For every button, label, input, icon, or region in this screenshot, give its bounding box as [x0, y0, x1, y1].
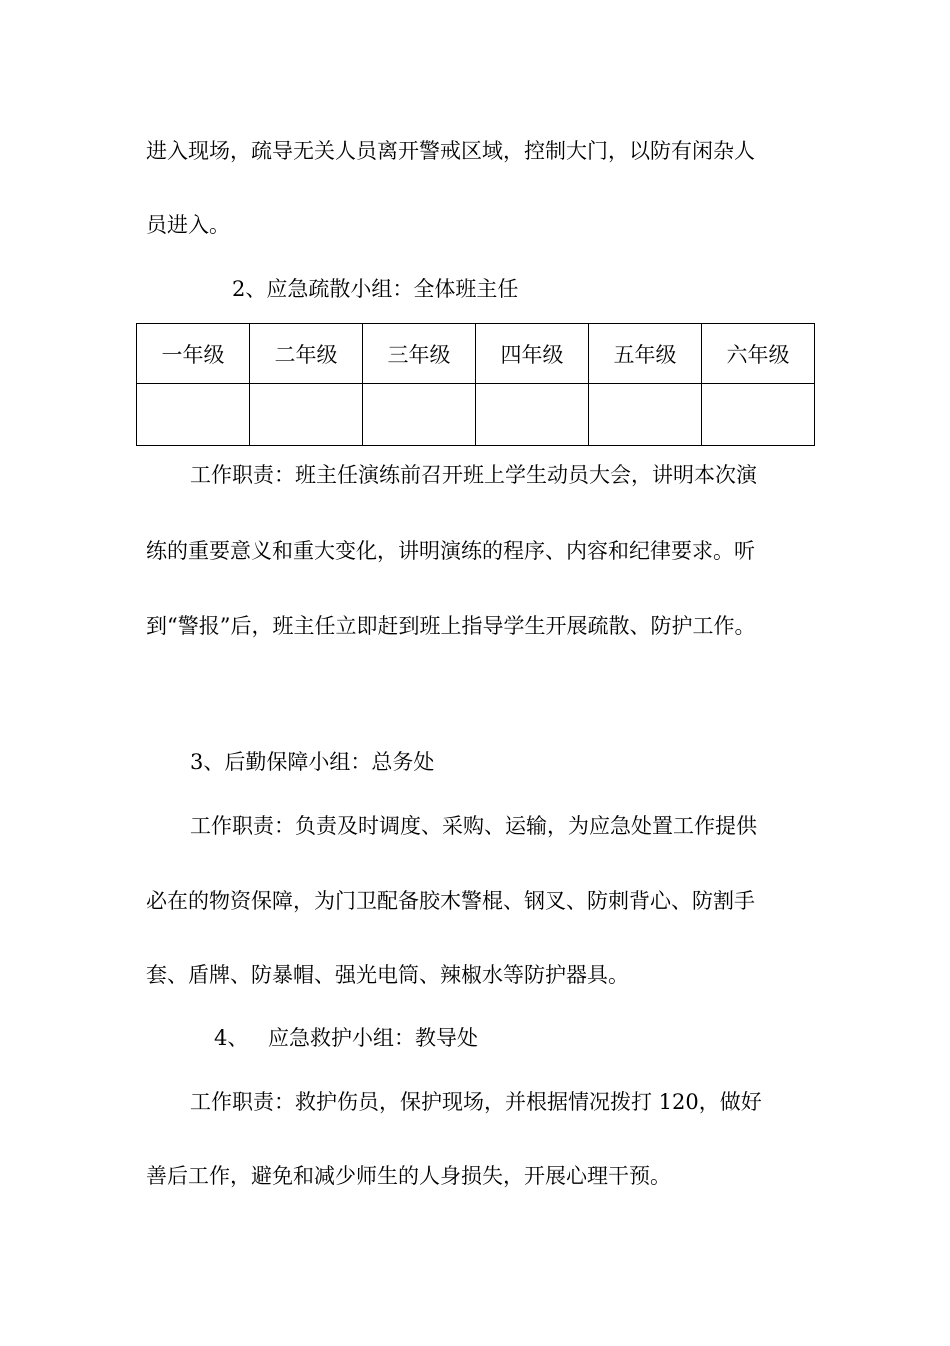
- table-header-cell: 二年级: [250, 324, 363, 384]
- paragraph-line: 员进入。: [146, 213, 230, 237]
- table-header-cell: 六年级: [702, 324, 815, 384]
- table-cell: [476, 384, 589, 446]
- table-header-cell: 五年级: [589, 324, 702, 384]
- paragraph-line: 工作职责：班主任演练前召开班上学生动员大会，讲明本次演: [190, 463, 757, 487]
- section-heading-rescue: 应急救护小组：教导处: [268, 1026, 478, 1050]
- table-cell: [702, 384, 815, 446]
- paragraph-line: 必在的物资保障，为门卫配备胶木警棍、钢叉、防刺背心、防割手: [146, 889, 755, 913]
- paragraph-line: 工作职责：救护伤员，保护现场，并根据情况拨打 120，做好: [190, 1090, 762, 1114]
- paragraph-line: 到“警报”后，班主任立即赶到班上指导学生开展疏散、防护工作。: [146, 614, 756, 638]
- section-heading-number: 4、: [214, 1026, 249, 1050]
- grade-table: [136, 323, 815, 446]
- paragraph-line: 善后工作，避免和减少师生的人身损失，开展心理干预。: [146, 1164, 671, 1188]
- table-row: [137, 384, 815, 446]
- table-header-cell: 一年级: [137, 324, 250, 384]
- section-heading-evacuation: 2、应急疏散小组：全体班主任: [232, 277, 519, 301]
- paragraph-line: 进入现场，疏导无关人员离开警戒区域，控制大门，以防有闲杂人: [146, 139, 755, 163]
- paragraph-line: 套、盾牌、防暴帽、强光电筒、辣椒水等防护器具。: [146, 963, 629, 987]
- table-header-cell: 四年级: [476, 324, 589, 384]
- table-cell: [363, 384, 476, 446]
- table-header-cell: 三年级: [363, 324, 476, 384]
- table-cell: [137, 384, 250, 446]
- table-cell: [589, 384, 702, 446]
- table-cell: [250, 384, 363, 446]
- paragraph-line: 练的重要意义和重大变化，讲明演练的程序、内容和纪律要求。听: [146, 539, 755, 563]
- section-heading-logistics: 3、后勤保障小组：总务处: [190, 750, 435, 774]
- table-header-row: [137, 324, 815, 384]
- paragraph-line: 工作职责：负责及时调度、采购、运输，为应急处置工作提供: [190, 814, 757, 838]
